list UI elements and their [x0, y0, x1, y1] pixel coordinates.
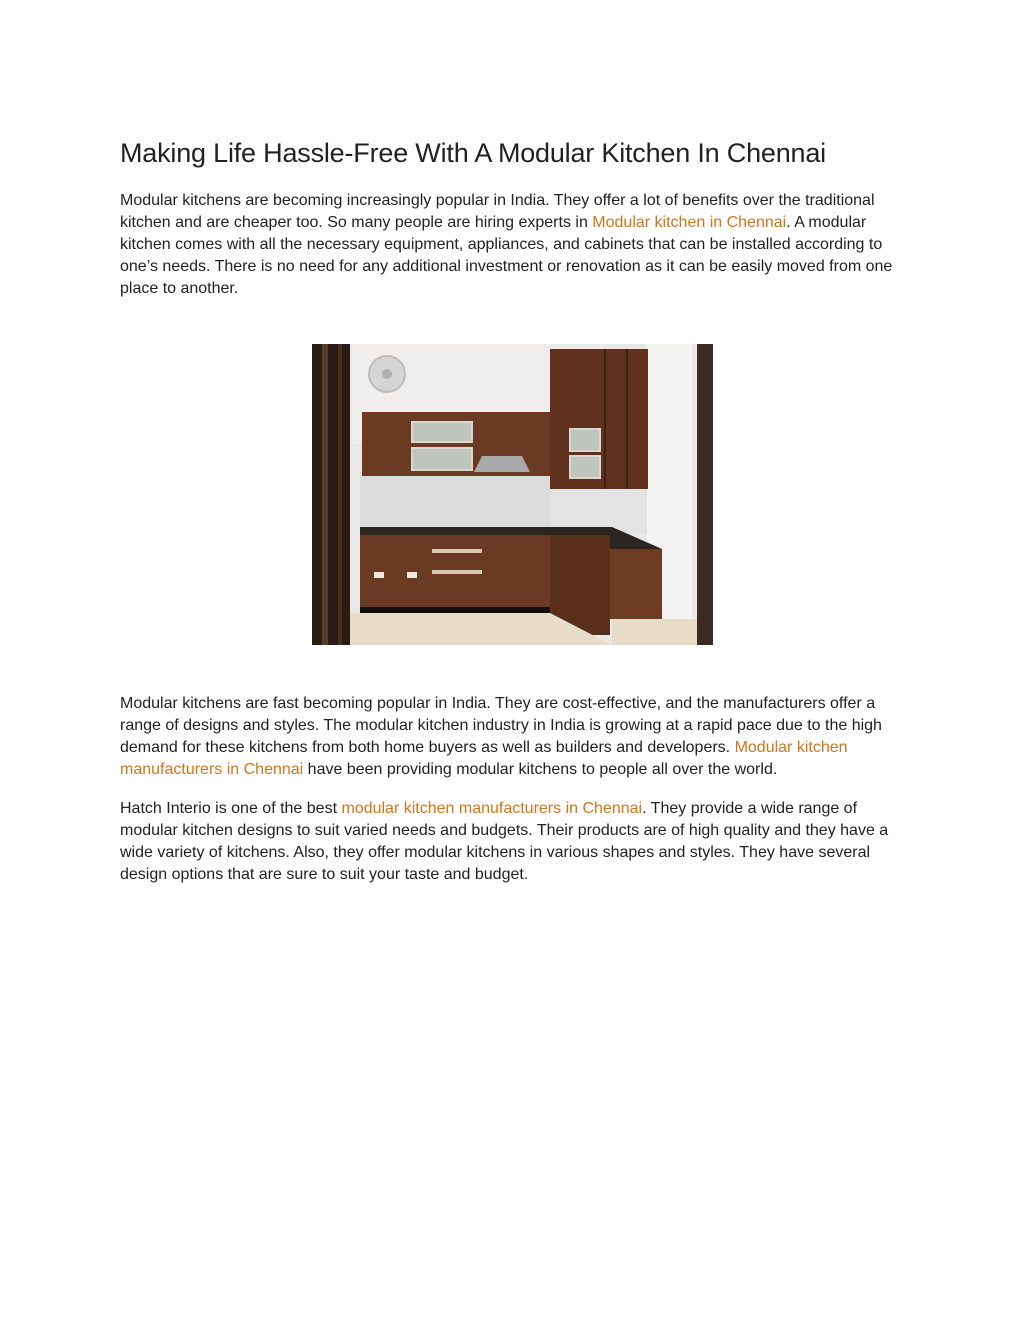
intro-paragraph — [120, 190, 905, 300]
body-paragraph-2 — [120, 798, 905, 886]
best-manufacturers-chennai-link[interactable]: modular kitchen manufacturers in Chennai — [341, 800, 643, 817]
body1-text-end: have been providing modular kitchens to people all over the world. — [303, 761, 778, 778]
body2-text-start: Hatch Interio is one of the best — [120, 800, 342, 817]
modular-kitchen-chennai-link[interactable]: Modular kitchen in Chennai — [592, 214, 787, 231]
manufacturers-chennai-link[interactable]: Modular kitchen manufacturers in Chennai — [120, 739, 848, 778]
kitchen-photo — [312, 344, 713, 645]
body2-text-end: . They provide a wide range of modular kitchen designs to suit varied needs and budgets. Their products are of high quality and they have a wide variety of kitchens. Also, they offer modular kitchens in various shapes and styles. They have several design options that are sure to suit your taste and budget. — [120, 800, 889, 883]
intro-text-start: Modular kitchens are becoming increasingly popular in India. They offer a lot of benefits over the traditional kitchen and are cheaper too. So many people are hiring experts in — [120, 192, 875, 231]
intro-text-end: . A modular kitchen comes with all the necessary equipment, appliances, and cabinets that can be installed according to one’s needs. There is no need for any additional investment or renovation as it can be easily moved from one place to another. — [120, 214, 893, 297]
body1-text-start: Modular kitchens are fast becoming popular in India. They are cost-effective, and the manufacturers offer a range of designs and styles. The modular kitchen industry in India is growing at a rapid pace due to the high demand for these kitchens from both home buyers as well as builders and developers. — [120, 695, 882, 756]
page-title: Making Life Hassle-Free With A Modular Kitchen In Chennai — [120, 138, 826, 168]
body-paragraph-1 — [120, 693, 905, 781]
